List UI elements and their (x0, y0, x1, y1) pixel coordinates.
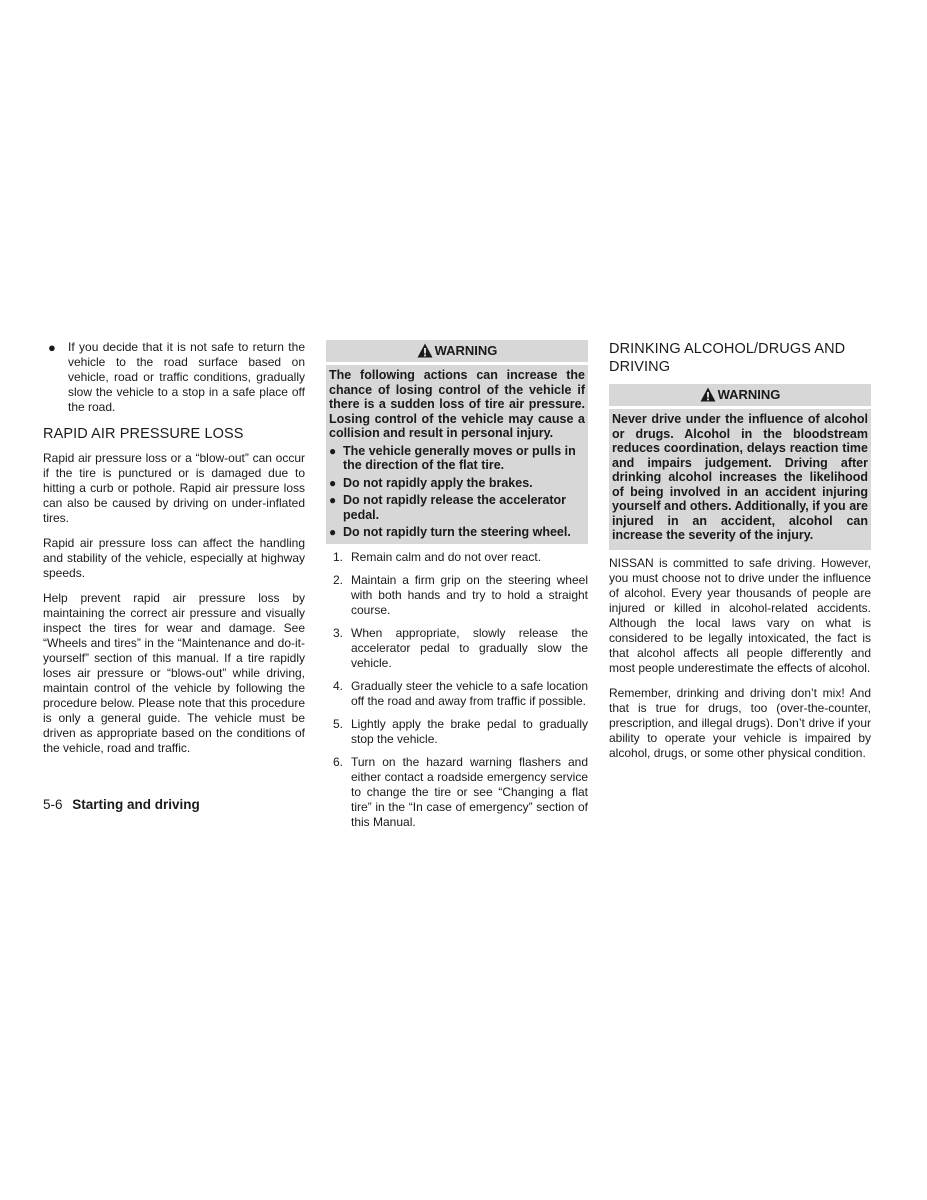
step-number: 2. (332, 572, 343, 587)
warning-box (609, 409, 871, 550)
list-item (326, 717, 588, 747)
bullet-text: If you decide that it is not safe to return the vehicle to the road surface based on vehicle, road or traffic conditions, gradually slow the vehicle to a stop in a safe place off the road. (68, 340, 305, 414)
warning-text: Never drive under the influence of alcohol or drugs. Alcohol in the bloodstream reduces coordination, delays reaction time and impairs judgement. Driving after drinking alcohol increases the likelihood of being involved in an accident injuring yourself and others. Additionally, if you are injured in an accident, alcohol can increase the severity of the injury. (612, 412, 868, 542)
section-heading-drinking-alcohol: DRINKING ALCOHOL/DRUGS AND DRIVING (609, 341, 846, 375)
bullet-dot: ● (329, 443, 337, 458)
bullet-dot: ● (329, 525, 337, 539)
step-text: Maintain a firm grip on the steering wheel with both hands and try to hold a straight course. (351, 572, 588, 617)
warning-header (326, 340, 588, 362)
warning-box (326, 365, 588, 544)
warning-bullet-text: Do not rapidly apply the brakes. (343, 475, 533, 490)
step-number: 4. (332, 678, 343, 693)
step-number: 6. (332, 754, 343, 769)
step-text: Remain calm and do not over react. (351, 549, 542, 564)
list-item (326, 573, 588, 618)
paragraph: Remember, drinking and driving don’t mix! And that is true for drugs, too (over-the-counter, prescription, and illegal drugs). Don’t drive if your ability to operate your vehicle is impaired by alcohol, drugs, or some other physical condition. (609, 685, 871, 760)
column-middle (326, 340, 588, 838)
warning-bullet-text: The vehicle generally moves or pulls in the direction of the flat tire. (343, 443, 576, 472)
warning-label: WARNING (434, 343, 498, 358)
paragraph: Rapid air pressure loss or a “blow-out” can occur if the tire is punctured or is damaged due to hitting a curb or pothole. Rapid air pressure loss can also be caused by driving on under-inflated tires. (43, 451, 305, 525)
bullet-dot: ● (48, 340, 56, 355)
paragraph: Rapid air pressure loss can affect the handling and stability of the vehicle, especially at highway speeds. (43, 536, 305, 580)
warning-bullet (329, 444, 585, 473)
step-text: Lightly apply the brake pedal to gradually stop the vehicle. (351, 716, 588, 746)
step-number: 3. (332, 625, 343, 640)
step-number: 1. (332, 549, 343, 564)
bullet-item (43, 340, 305, 415)
warning-bullet (329, 476, 585, 491)
warning-text: The following actions can increase the chance of losing control of the vehicle if there is a sudden loss of tire air pressure. Losing control of the vehicle may cause a collision and result in personal injury. (329, 368, 585, 440)
warning-bullet (329, 493, 585, 522)
warning-bullet (329, 525, 585, 540)
column-left (43, 340, 305, 766)
bullet-dot: ● (329, 493, 337, 507)
page-number: 5-6 (43, 797, 63, 812)
step-text: When appropriate, slowly release the accelerator pedal to gradually slow the vehicle. (351, 625, 588, 670)
list-item (326, 679, 588, 709)
warning-header (609, 384, 871, 406)
step-number: 5. (332, 716, 343, 731)
page-footer (43, 797, 200, 812)
list-item (326, 755, 588, 830)
warning-bullet-text: Do not rapidly turn the steering wheel. (343, 525, 571, 539)
section-title: Starting and driving (72, 797, 200, 812)
step-text: Gradually steer the vehicle to a safe location off the road and away from traffic if possible. (351, 678, 588, 708)
paragraph: NISSAN is committed to safe driving. However, you must choose not to drive under the influence of alcohol. Every year thousands of people are injured or killed in alcohol-related accidents. Although the local laws vary on what is considered to be legally intoxicated, the fact is that alcohol affects all people differently and most people underestimate the effects of alcohol. (609, 555, 871, 675)
list-item (326, 626, 588, 671)
bullet-dot: ● (329, 475, 337, 490)
column-right (609, 340, 871, 771)
section-heading-rapid-air-pressure-loss: RAPID AIR PRESSURE LOSS (43, 426, 244, 442)
procedure-steps (326, 550, 588, 830)
warning-bullet-text: Do not rapidly release the accelerator pedal. (343, 493, 567, 522)
step-text: Turn on the hazard warning flashers and either contact a roadside emergency service to change the tire or see “Changing a flat tire” in the “In case of emergency” section of this Manual. (351, 754, 588, 829)
list-item (326, 550, 588, 565)
paragraph: Help prevent rapid air pressure loss by maintaining the correct air pressure and visually inspect the tires for wear and damage. See “Wheels and tires” in the “Maintenance and do-it-yourself” section of this manual. If a tire rapidly loses air pressure or “blows-out” while driving, maintain control of the vehicle by following the procedure below. Please note that this procedure is only a general guide. The vehicle must be driven as appropriate based on the conditions of the vehicle, road and traffic. (43, 591, 305, 755)
warning-triangle-icon (700, 387, 716, 402)
warning-triangle-icon (417, 343, 433, 358)
warning-label: WARNING (717, 387, 781, 402)
